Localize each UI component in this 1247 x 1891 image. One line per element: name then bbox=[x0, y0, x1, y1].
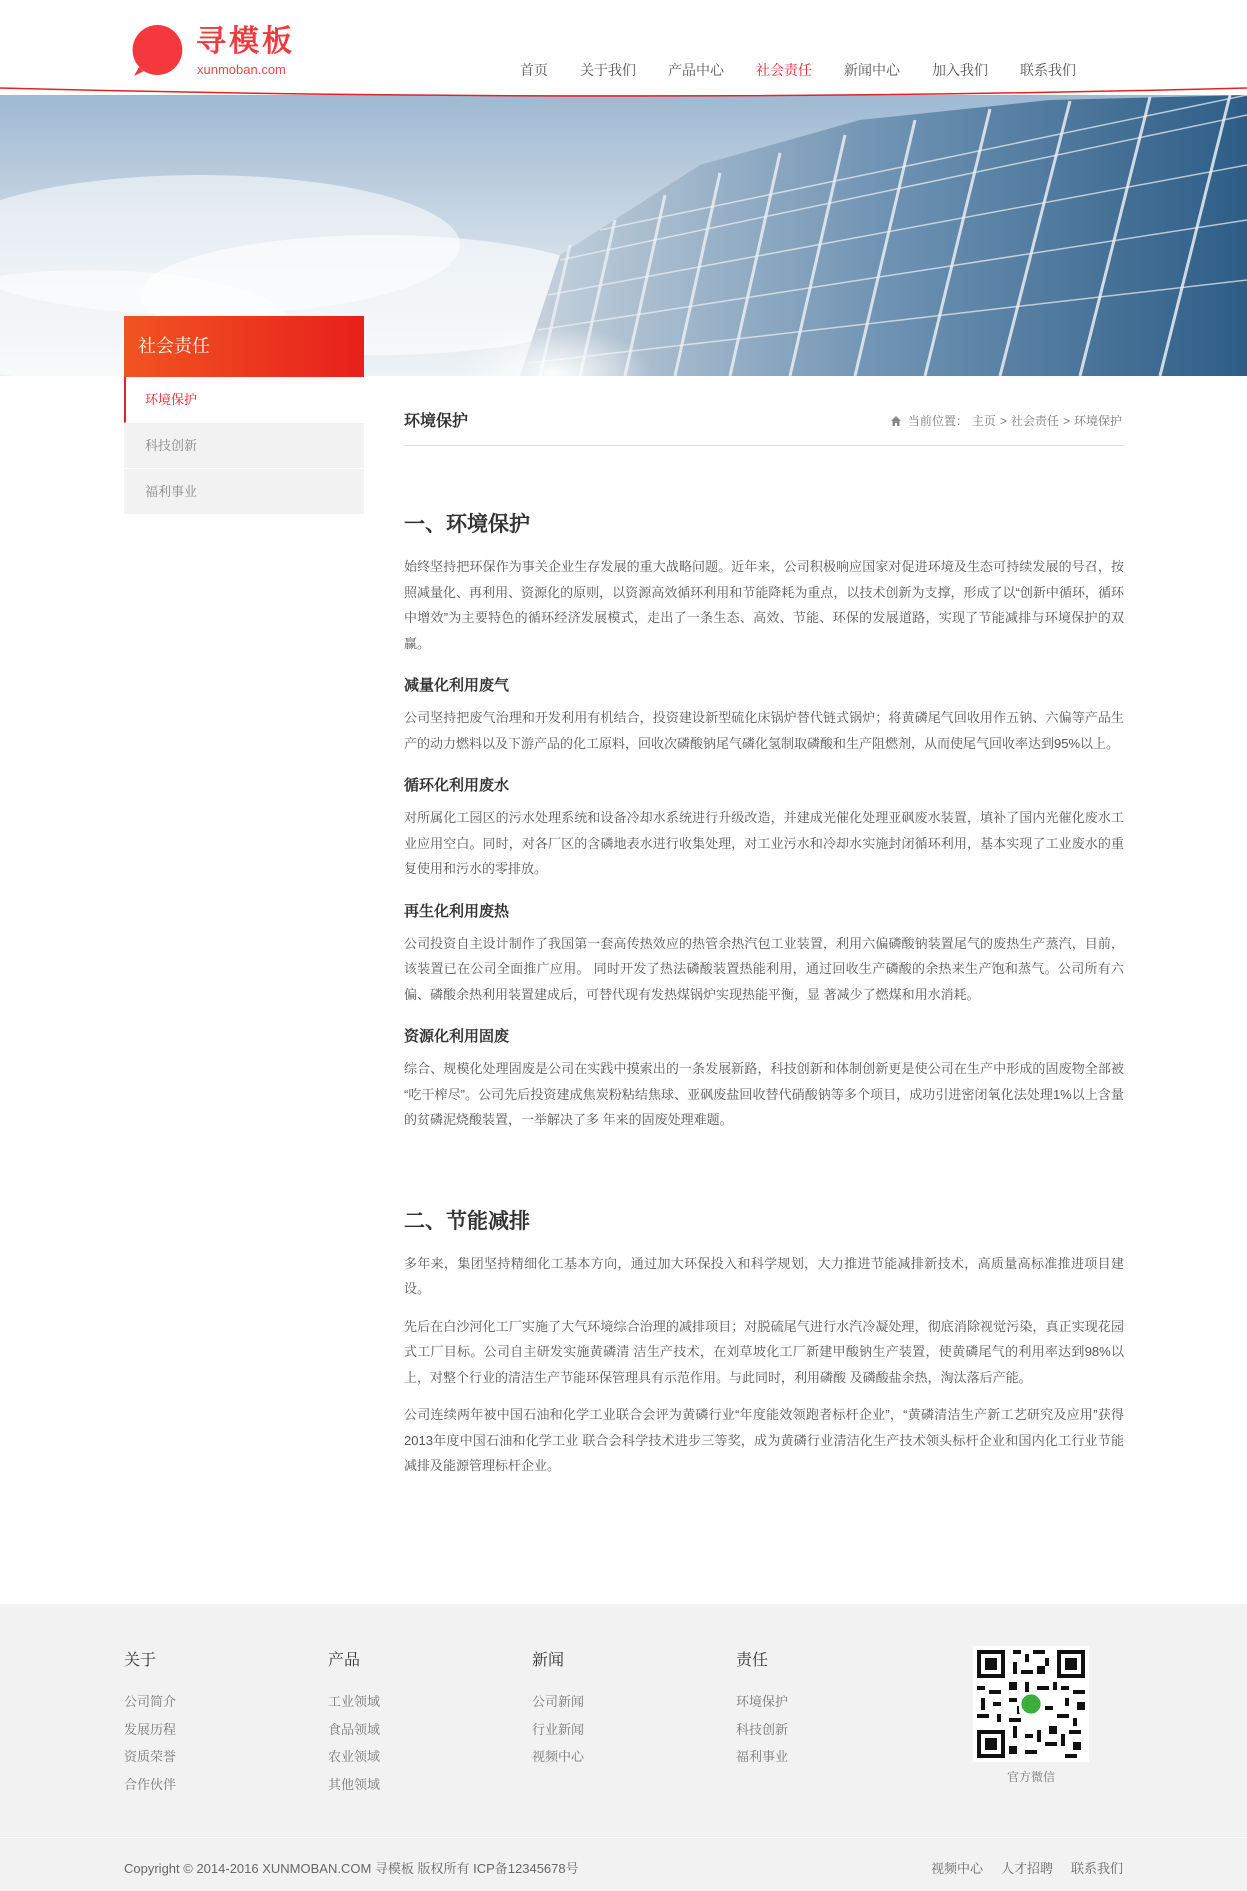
footer-link[interactable]: 环境保护 bbox=[736, 1694, 789, 1709]
subsection-text: 公司坚持把废气治理和开发利用有机结合，投资建设新型硫化床锅炉替代链式锅炉；将黄磷尾气回收用作五钠、六偏等产品生产的动力燃料以及下游产品的化工原料，回收次磷酸钠尾气磷化氢制取磷酸和生产阻燃剂，从而使尾气回收率达到95%以上。 bbox=[404, 710, 1124, 751]
footer-link[interactable]: 食品领域 bbox=[328, 1721, 381, 1737]
section-title-energy-saving: 二、节能减排 bbox=[404, 1208, 530, 1233]
footer-link[interactable]: 发展历程 bbox=[124, 1721, 177, 1737]
breadcrumb-item-social[interactable]: 社会责任 bbox=[1010, 414, 1059, 428]
qr-label: 官方微信 bbox=[1006, 1770, 1055, 1784]
breadcrumb-item-current: 环境保护 bbox=[1073, 414, 1122, 428]
breadcrumb-separator: > bbox=[999, 413, 1007, 428]
nav-item-social-responsibility[interactable]: 社会责任 bbox=[756, 62, 812, 78]
footer-link[interactable]: 行业新闻 bbox=[532, 1721, 585, 1737]
nav-item-join[interactable]: 加入我们 bbox=[932, 62, 988, 78]
footer-link[interactable]: 资质荣誉 bbox=[124, 1749, 177, 1764]
footer-link[interactable]: 公司简介 bbox=[124, 1694, 177, 1709]
site-footer bbox=[0, 1604, 1247, 1891]
footer-column-title: 关于 bbox=[124, 1652, 157, 1669]
breadcrumb-separator: > bbox=[1062, 413, 1070, 428]
section-title-environment: 一、环境保护 bbox=[404, 512, 530, 536]
logo[interactable] bbox=[130, 22, 300, 78]
footer-column-about bbox=[124, 1650, 284, 1798]
subsection-text: 对所属化工园区的污水处理系统和设备冷却水系统进行升级改造，并建成光催化处理亚砜废水装置，填补了国内光催化废水工业应用空白。同时，对各厂区的含磷地表水进行收集处理，对工业污水和冷却水实施封闭循环利用，基本实现了工业废水的重复使用和污水的零排放。 bbox=[404, 810, 1124, 876]
sidebar-item-welfare[interactable]: 福利事业 bbox=[124, 469, 364, 515]
logo-domain: xunmoban.com bbox=[197, 62, 286, 77]
footer-column-responsibility bbox=[736, 1650, 896, 1771]
footer-link[interactable]: 视频中心 bbox=[532, 1749, 585, 1764]
footer-bottom-link-jobs[interactable]: 人才招聘 bbox=[1000, 1861, 1053, 1876]
footer-bottom-links bbox=[913, 1858, 1123, 1877]
subsection-title: 减量化利用废气 bbox=[404, 677, 510, 694]
wechat-qr-code bbox=[973, 1646, 1089, 1762]
nav-item-home[interactable]: 首页 bbox=[520, 62, 548, 78]
footer-link[interactable]: 科技创新 bbox=[736, 1721, 789, 1737]
footer-link[interactable]: 其他领域 bbox=[328, 1776, 381, 1792]
breadcrumb-label: 当前位置： bbox=[907, 414, 968, 428]
footer-link[interactable]: 合作伙伴 bbox=[124, 1776, 177, 1792]
footer-column-title: 产品 bbox=[328, 1652, 361, 1669]
subsection-title: 再生化利用废热 bbox=[404, 902, 510, 920]
footer-column-products bbox=[328, 1650, 488, 1798]
sidebar bbox=[124, 316, 364, 515]
page-title: 环境保护 bbox=[404, 413, 469, 430]
content-header bbox=[404, 400, 1124, 446]
section-paragraph: 公司连续两年被中国石油和化学工业联合会评为黄磷行业“年度能效领跑者标杆企业”，“黄磷清洁生产新工艺研究及应用”获得2013年度中国石油和化学工业 联合会科学技术进步三等奖，成为黄磷行业清洁化生产技术领头标杆企业和国内化工行业节能减排及能源管理标杆企业。 bbox=[404, 1407, 1124, 1473]
sidebar-item-environment[interactable]: 环境保护 bbox=[124, 377, 364, 423]
breadcrumb bbox=[890, 412, 1124, 429]
footer-divider bbox=[0, 1837, 1247, 1838]
sidebar-item-tech-innovation[interactable]: 科技创新 bbox=[124, 423, 364, 469]
footer-link[interactable]: 农业领域 bbox=[328, 1749, 381, 1764]
section-paragraph: 先后在白沙河化工厂实施了大气环境综合治理的减排项目；对脱硫尾气进行水汽冷凝处理，彻底消除视觉污染，真正实现花园式工厂目标。公司自主研发实施黄磷清 洁生产技术，在刘草坡化工厂新建甲酸钠生产装置，使黄磷尾气的利用率达到98%以上，对整个行业的清洁生产节能环保管理具有示范作用。与此同时，利用磷酸 及磷酸盐余热，淘汰落后产能。 bbox=[404, 1318, 1124, 1385]
main-nav bbox=[520, 58, 1108, 82]
subsection-title: 循环化利用废水 bbox=[404, 777, 510, 794]
breadcrumb-item-home[interactable]: 主页 bbox=[971, 414, 996, 428]
wechat-icon bbox=[1021, 1694, 1040, 1713]
footer-link[interactable]: 工业领域 bbox=[328, 1694, 381, 1709]
nav-item-contact[interactable]: 联系我们 bbox=[1020, 62, 1076, 78]
footer-link[interactable]: 公司新闻 bbox=[532, 1694, 585, 1709]
footer-column-title: 新闻 bbox=[532, 1652, 565, 1669]
subsection-text: 公司投资自主设计制作了我国第一套高传热效应的热管余热汽包工业装置，利用六偏磷酸钠装置尾气的废热生产蒸汽，目前，该装置已在公司全面推广应用。 同时开发了热法磷酸装置热能利用，通过回收生产磷酸的余热来生产饱和蒸气。公司所有六偏、磷酸余热利用装置建成后，可替代现有发热煤锅炉实现热能平衡，显 著减少了燃煤和用水消耗。 bbox=[404, 935, 1124, 1002]
footer-link[interactable]: 福利事业 bbox=[736, 1749, 789, 1764]
section-paragraph: 多年来，集团坚持精细化工基本方向，通过加大环保投入和科学规划，大力推进节能减排新技术，高质量高标准推进项目建设。 bbox=[404, 1255, 1124, 1296]
header-curve-divider bbox=[0, 86, 1247, 102]
nav-item-about[interactable]: 关于我们 bbox=[580, 62, 636, 78]
nav-item-products[interactable]: 产品中心 bbox=[668, 62, 724, 78]
home-icon bbox=[890, 415, 902, 427]
logo-name: 寻模板 bbox=[196, 24, 295, 59]
sidebar-title: 社会责任 bbox=[124, 316, 364, 377]
footer-column-title: 责任 bbox=[736, 1652, 769, 1669]
subsection-text: 综合、规模化处理固废是公司在实践中摸索出的一条发展新路，科技创新和体制创新更是使公司在生产中形成的固废物全部被 “吃干榨尽”。公司先后投资建成焦炭粉粘结焦球、亚砜废盐回收替代硝酸钠等多个项目，成功引进密闭氧化法处理1%以上含量的贫磷泥烧酸装置，一举解决了多 年来的固废处理难题。 bbox=[404, 1061, 1124, 1127]
footer-bottom-link-video[interactable]: 视频中心 bbox=[930, 1861, 983, 1876]
site-header bbox=[0, 0, 1247, 95]
logo-mark-icon bbox=[130, 22, 186, 78]
footer-column-news bbox=[532, 1650, 692, 1771]
section-intro: 始终坚持把环保作为事关企业生存发展的重大战略问题。近年来，公司积极响应国家对促进环境及生态可持续发展的号召，按照减量化、再利用、资源化的原则，以资源高效循环利用和节能降耗为重点，以技术创新为支撑，形成了以“创新中循环，循环中增效”为主要特色的循环经济发展模式，走出了一条生态、高效、节能、环保的发展道路，实现了节能减排与环境保护的双赢。 bbox=[404, 559, 1124, 651]
nav-item-news[interactable]: 新闻中心 bbox=[844, 62, 900, 78]
footer-bottom-link-contact[interactable]: 联系我们 bbox=[1070, 1861, 1123, 1876]
subsection-title: 资源化利用固废 bbox=[404, 1028, 510, 1045]
copyright-text: Copyright © 2014-2016 XUNMOBAN.COM 寻模板 版权所有 ICP备12345678号 bbox=[124, 1861, 579, 1876]
main-content bbox=[404, 400, 1124, 1491]
